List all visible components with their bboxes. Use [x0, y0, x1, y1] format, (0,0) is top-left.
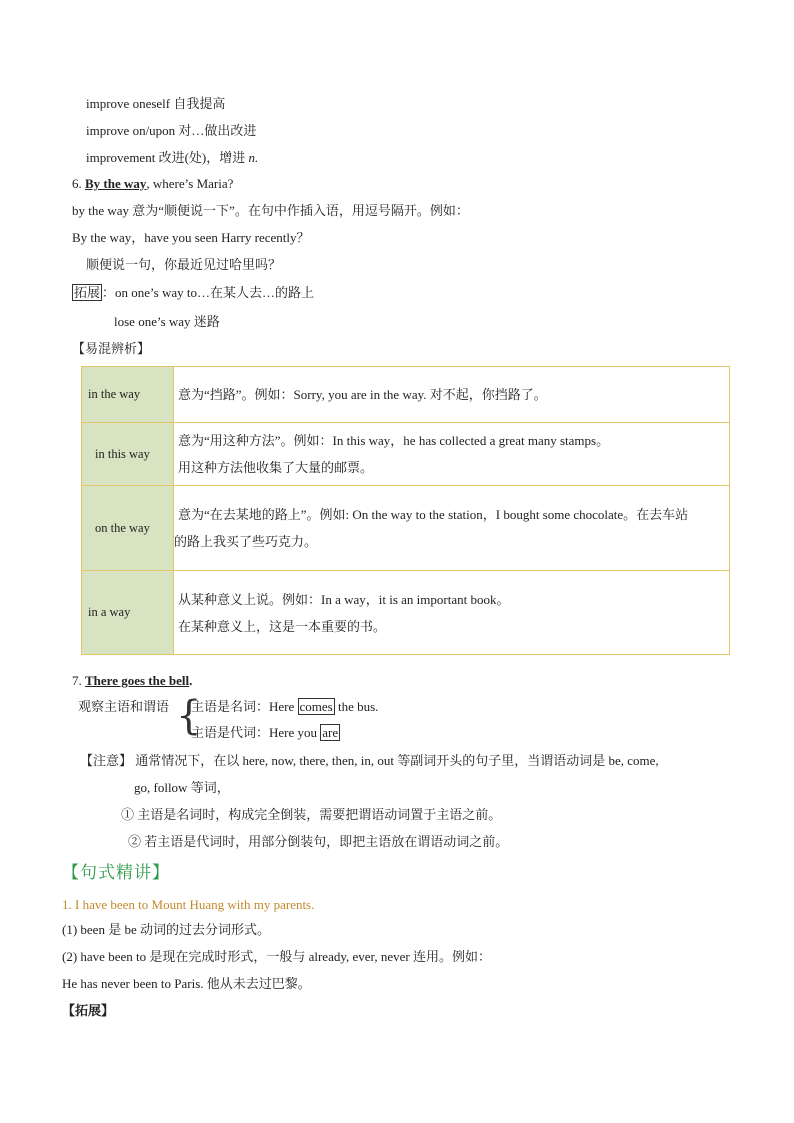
verb-box-comes: comes [299, 699, 333, 714]
table-row [82, 367, 730, 423]
table-desc [174, 486, 730, 571]
note-line-2: go, follow 等词， [134, 780, 230, 795]
table-row [82, 486, 730, 571]
section-6-example-en: By the way，have you seen Harry recently？ [72, 230, 310, 245]
bracket-1-text: 主语是名词：Here [191, 699, 298, 714]
table-desc [174, 367, 730, 423]
verb-box-are: are [322, 725, 339, 740]
note-line-1: 【注意】 通常情况下，在以 here, now, there, then, in, out 等副词开头的句子里，当谓语动词是 be, come, [80, 753, 659, 768]
table-term: on the way [82, 486, 174, 571]
section-6-title [72, 175, 233, 193]
table-row [82, 423, 730, 486]
sentence-heading: 【句式精讲】 [62, 863, 170, 882]
bracket-2-text: 主语是代词：Here you [191, 725, 321, 740]
section-6-rest: , where’s Maria? [146, 176, 234, 191]
table-term: in this way [82, 423, 174, 486]
comparison-table [81, 366, 730, 655]
section-6-explanation: by the way 意为“顺便说一下”。在句中作插入语，用逗号隔开。例如： [72, 203, 469, 218]
extension-label: 拓展 [74, 285, 101, 300]
extension-text-1: ：on one’s way to…在某人去…的路上 [102, 285, 314, 300]
section-7-title [72, 672, 192, 690]
section-6-number: 6. [72, 176, 85, 191]
confusion-heading: 【易混辨析】 [72, 341, 151, 356]
bracket-item-2 [191, 724, 340, 742]
desc-line: 用这种方法他收集了大量的邮票。 [178, 460, 374, 475]
table-term: in the way [82, 367, 174, 423]
table-term: in a way [82, 571, 174, 655]
extension-line-1 [72, 284, 314, 302]
desc-line: 从某种意义上说。例如：In a way，it is an important book。 [178, 591, 510, 607]
section-6-keyword: By the way [85, 176, 147, 191]
sentence-example: He has never been to Paris. 他从未去过巴黎。 [62, 976, 311, 991]
section-6-example-cn: 顺便说一句，你最近见过哈里吗？ [86, 257, 282, 272]
point-1: ① 主语是名词时，构成完全倒装，需要把谓语动词置于主语之前。 [121, 807, 502, 822]
table-desc [174, 571, 730, 655]
observe-label: 观察主语和谓语 [78, 699, 170, 714]
desc-line: 的路上我买了些巧克力。 [174, 534, 318, 549]
phrase-improve-on: improve on/upon 对…做出改进 [86, 123, 257, 138]
sentence-1: 1. I have been to Mount Huang with my parents. [62, 897, 315, 912]
bracket-item-1 [191, 698, 378, 716]
desc-line: 意为“挡路”。例如：Sorry, you are in the way. 对不起，你挡路了。 [178, 387, 547, 402]
pos-noun: n. [248, 150, 259, 165]
extension-line-2: lose one’s way 迷路 [114, 314, 220, 329]
sentence-extension-heading: 【拓展】 [62, 1003, 115, 1018]
desc-line: 意为“用这种方法”。例如：In this way，he has collected a great many stamps。 [178, 433, 610, 448]
sentence-explanation-2: (2) have been to 是现在完成时形式，一般与 already, ever, never 连用。例如： [62, 949, 491, 964]
desc-line: 在某种意义上，这是一本重要的书。 [178, 618, 387, 634]
table-row [82, 571, 730, 655]
point-2: ② 若主语是代词时，用部分倒装句，即把主语放在谓语动词之前。 [128, 834, 509, 849]
section-7-dot: . [189, 673, 193, 688]
phrase-improve-oneself: improve oneself 自我提高 [86, 96, 226, 111]
bracket-1-rest: the bus. [334, 699, 379, 714]
sentence-explanation-1: (1) been 是 be 动词的过去分词形式。 [62, 922, 270, 937]
section-7-keyword: There goes the bell [85, 673, 190, 688]
table-desc [174, 423, 730, 486]
phrase-improvement [86, 149, 258, 167]
brace-icon: { [176, 693, 202, 739]
improvement-text: improvement 改进(处)，增进 [86, 150, 249, 165]
desc-line: 意为“在去某地的路上”。例如: On the way to the station，I bought some chocolate。在去车站 [178, 507, 689, 522]
section-7-number: 7. [72, 673, 85, 688]
